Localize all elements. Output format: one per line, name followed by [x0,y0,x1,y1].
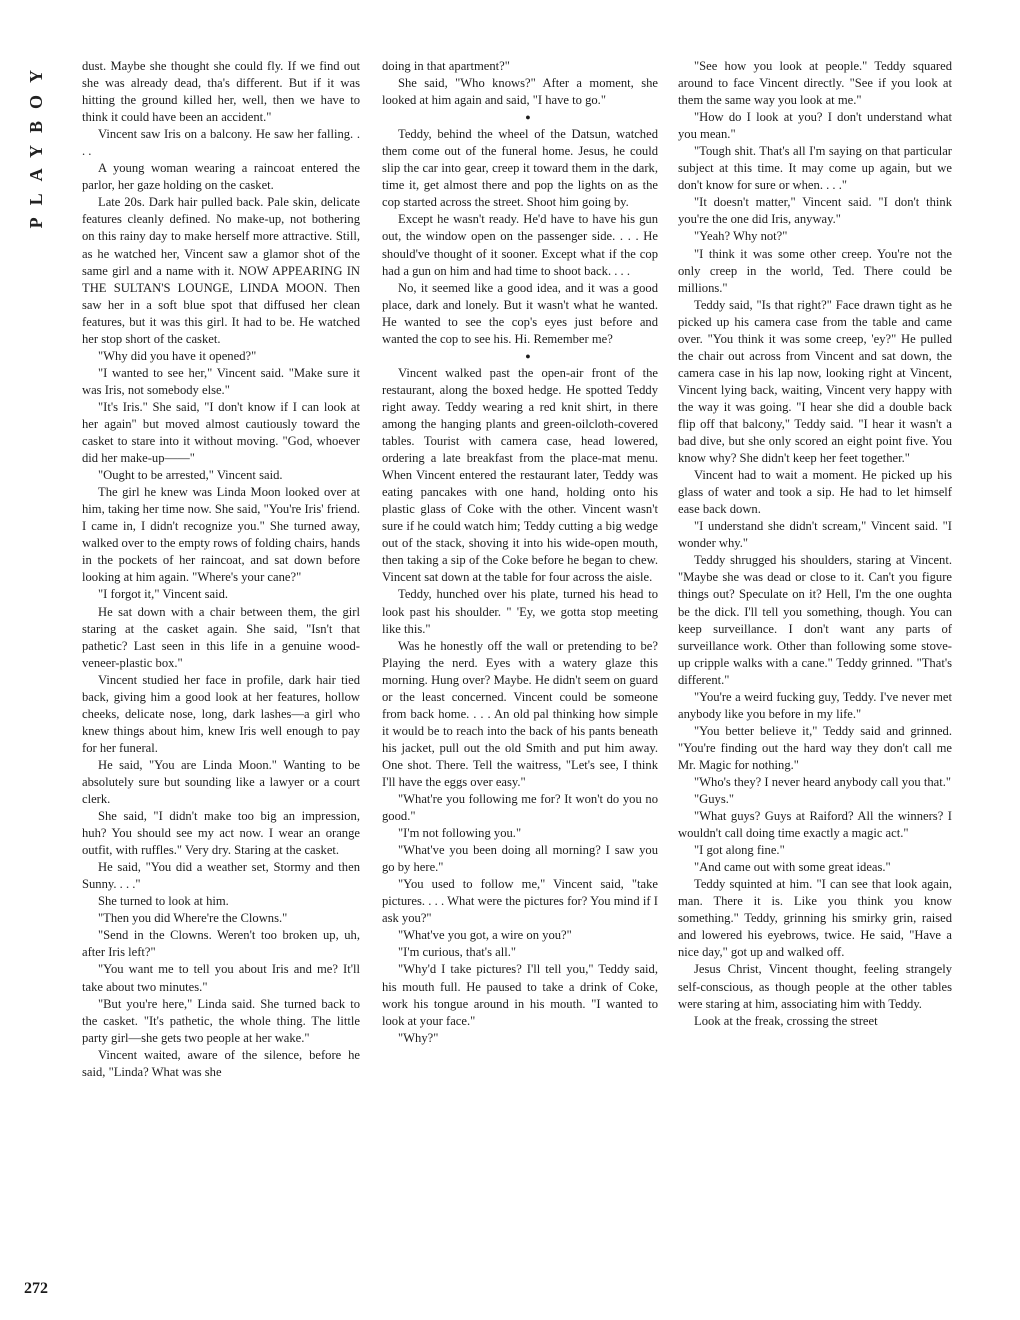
paragraph: "It's Iris." She said, "I don't know if I can look at her again" but moved almost cautiously toward the casket to stare into it without moving. "God, whoever did her make-up——" [82,399,360,466]
paragraph: Jesus Christ, Vincent thought, feeling strangely self-conscious, as though people at the other tables were staring at him, associating him with Teddy. [678,962,952,1011]
paragraph: "You better believe it," Teddy said and grinned. "You're finding out the hard way they don't call me Mr. Magic for nothing." [678,723,952,772]
paragraph: "I think it was some other creep. You're not the only creep in the world, Ted. There could be millions." [678,246,952,295]
paragraph: Was he honestly off the wall or pretending to be? Playing the nerd. Eyes with a watery glaze this morning. Hung over? Maybe. He didn't seem on guard or the least concerned. Vincent could be someone from back home. . . . An old pal thinking how simple it would be to reach into the back of his pants beneath his jacket, pull out the old Smith and put him away. One shot. There. Tell the waitress, "Let's see, I think I'll have the eggs over easy." [382,638,658,789]
paragraph: "What've you been doing all morning? I saw you go by here." [382,843,658,875]
paragraph: "I got along fine." [694,843,785,858]
paragraph: "I'm not following you." [398,826,522,841]
paragraph: He said, "You are Linda Moon." Wanting to be absolutely sure but sounding like a lawyer or a court clerk. [82,757,360,807]
paragraph: Vincent had to wait a moment. He picked up his glass of water and took a sip. He had to let himself ease back down. [678,468,952,517]
paragraph: "I'm curious, that's all." [398,945,516,960]
paragraph: Teddy shrugged his shoulders, staring at Vincent. "Maybe she was dead or close to it. Can't you figure things out? Speculate on it? Hell, I'm the one oughta be the dick. I'll tell you something, though. You can keep surveillance. I don't want any parts of surveillance work. Other than following some stove-up cripple walks with a cane." Teddy grinned. "That's different." [678,553,952,687]
paragraph: dust. Maybe she thought she could fly. If we find out she was already dead, tha's different. But if it was hitting the ground killed her, well, then we have to think it could have been an accident." [82,59,360,125]
paragraph: "Why?" [398,1030,439,1045]
paragraph: She said, "Who knows?" After a moment, she looked at him again and said, "I have to go." [382,76,658,108]
paragraph: "And came out with some great ideas." [694,860,891,875]
paragraph: Teddy said, "Is that right?" Face drawn tight as he picked up his camera case from the table and came over. "You think it was some creep, 'ey?" He pulled the chair out across from Vincent and sat down, the camera case in his lap now, looking right at Vincent, Vincent lying back, waiting, Vincent very happy with the way it was going. "I hear she did a double back flip off that balcony," Teddy said. "I hear it wasn't a bad dive, but she only scored an eight point five. You know why? She didn't keep her feet together." [678,297,952,466]
paragraph: "Tough shit. That's all I'm saying on that particular subject at this time. It may come up again, but we don't know for sure or when. . . ." [678,144,952,193]
column-1 [82,58,360,1303]
paragraph: "I forgot it," Vincent said. [98,587,229,602]
paragraph: "You want me to tell you about Iris and me? It'll take about two minutes." [82,962,360,994]
paragraph: "You used to follow me," Vincent said, "take pictures. . . . What were the pictures for? You mind if I ask you?" [382,877,658,926]
paragraph: "How do I look at you? I don't understand what you mean." [678,110,952,142]
paragraph: "Who's they? I never heard anybody call you that." [694,774,951,789]
paragraph: "Send in the Clowns. Weren't too broken up, uh, after Iris left?" [82,928,360,960]
paragraph: Vincent walked past the open-air front of the restaurant, along the boxed hedge. He spotted Teddy right away. Teddy wearing a red knit shirt, in there among the hanging plants and green-oilcloth-covered tables. Tourist with camera case, head lowered, ordering a late breakfast from the place-mat menu. When Vincent entered the restaurant later, Teddy was eating pancakes with one hand, holding onto his plastic glass of Coke with the other. Vincent wasn't sure if he could watch him; Teddy cutting a big wedge out of the stack, shoving it into his wide-open mouth, then taking a sip of the Coke before he began to chew. Vincent sat down at the table for four across the aisle. [382,365,658,585]
paragraph: "I understand she didn't scream," Vincent said. "I wonder why." [678,519,952,551]
paragraph: Vincent saw Iris on a balcony. He saw her falling. . . . [82,127,360,159]
paragraph: She turned to look at him. [98,894,229,909]
paragraph: "It doesn't matter," Vincent said. "I don't think you're the one did Iris, anyway." [678,195,952,227]
paragraph: "Why'd I take pictures? I'll tell you," Teddy said, his mouth full. He paused to take a drink of Coke, work his tongue around in his mouth. "I wanted to look at your face." [382,962,658,1028]
paragraph: The girl he knew was Linda Moon looked over at him, taking her time now. She said, "You're Iris' friend. I came in, I didn't recognize you." She turned away, walked over to the empty rows of folding chairs, hands in the pockets of her raincoat, and sat down before looking at him again. "Where's your cane?" [82,485,360,585]
paragraph: Teddy, hunched over his plate, turned his head to look past his shoulder. " 'Ey, we gotta stop meeting like this." [382,587,658,636]
section-break-bullet [382,348,658,365]
section-break-bullet [382,109,658,126]
column-3 [678,58,952,1303]
paragraph: Teddy, behind the wheel of the Datsun, watched them come out of the funeral home. Jesus, he could slip the car into gear, creep it toward them in the dark, time it, get almost there and pop the lights on as the cop started across the street. Shoot him going by. [382,127,658,210]
paragraph: A young woman wearing a raincoat entered the parlor, her gaze holding on the casket. [82,161,360,193]
paragraph: "You're a weird fucking guy, Teddy. I've never met anybody like you before in my life." [678,689,952,721]
paragraph: "Guys." [694,792,735,807]
page-number: 272 [24,1280,48,1297]
paragraph: Except he wasn't ready. He'd have to have his gun out, the window open on the passenger side. . . . He should've thought of it sooner. Except what if the cop had a gun on him and had time to shoot back. . . . [382,212,658,278]
column-2 [382,58,658,1303]
magazine-name: PLAYBOY [26,58,46,229]
paragraph: "What've you got, a wire on you?" [398,928,572,943]
paragraph: "Yeah? Why not?" [694,229,788,244]
paragraph: He said, "You did a weather set, Stormy and then Sunny. . . ." [82,860,360,892]
paragraph: Late 20s. Dark hair pulled back. Pale skin, delicate features cleanly defined. No make-up, not bothering on this rainy day to make herself more attractive. Still, as he watched her, Vincent saw a glamor shot of the same girl and a name with it. NOW APPEARING IN THE SULTAN'S LOUNGE, LINDA MOON. Then saw her in a soft blue spot that diffused her clean features, but it was this girl. It had to be. He watched her stop short of the casket. [82,195,360,346]
paragraph: Vincent studied her face in profile, dark hair tied back, giving him a good look at her features, hollow cheeks, delicate nose, long, dark lashes—a girl who knew things about him, knew Iris well enough to pay for her funeral. [82,672,360,755]
paragraph: "What're you following me for? It won't do you no good." [382,792,658,824]
paragraph: "What guys? Guys at Raiford? All the winners? I wouldn't call doing time exactly a magic act." [678,809,952,841]
paragraph: She said, "I didn't make too big an impression, huh? You should see my act now. I wear an orange outfit, with ruffles." Very dry. Staring at the casket. [82,809,360,858]
paragraph: Look at the freak, crossing the street [694,1013,878,1028]
paragraph: "See how you look at people." Teddy squared around to face Vincent directly. "See if you look at them the same way you look at me." [678,59,952,108]
paragraph: "I wanted to see her," Vincent said. "Make sure it was Iris, not somebody else." [82,365,360,397]
paragraph: "Then you did Where're the Clowns." [98,911,288,926]
paragraph: Vincent waited, aware of the silence, before he said, "Linda? What was she [82,1047,360,1079]
paragraph: He sat down with a chair between them, the girl staring at the casket again. She said, "Isn't that pathetic? Last seen in this life in a genuine wood-veneer-plastic box." [82,604,360,670]
paragraph: Teddy squinted at him. "I can see that look again, man. There it is. Like you think you know something." Teddy, grinning his smirky grin, raised and lowered his eyebrows, twice. He said, "Have a nice day," got up and walked off. [678,877,952,960]
paragraph: doing in that apartment?" [382,59,510,73]
paragraph: No, it seemed like a good idea, and it was a good place, dark and lonely. But it wasn't what he wanted. He wanted to see the cop's eyes just before and wanted the cop to see his. Hi. Remember me? [382,280,658,346]
paragraph: "Ought to be arrested," Vincent said. [98,468,283,483]
paragraph: "Why did you have it opened?" [98,348,257,363]
paragraph: "But you're here," Linda said. She turned back to the casket. "It's pathetic, the whole thing. The little party girl—she gets two people at her wake." [82,996,360,1045]
